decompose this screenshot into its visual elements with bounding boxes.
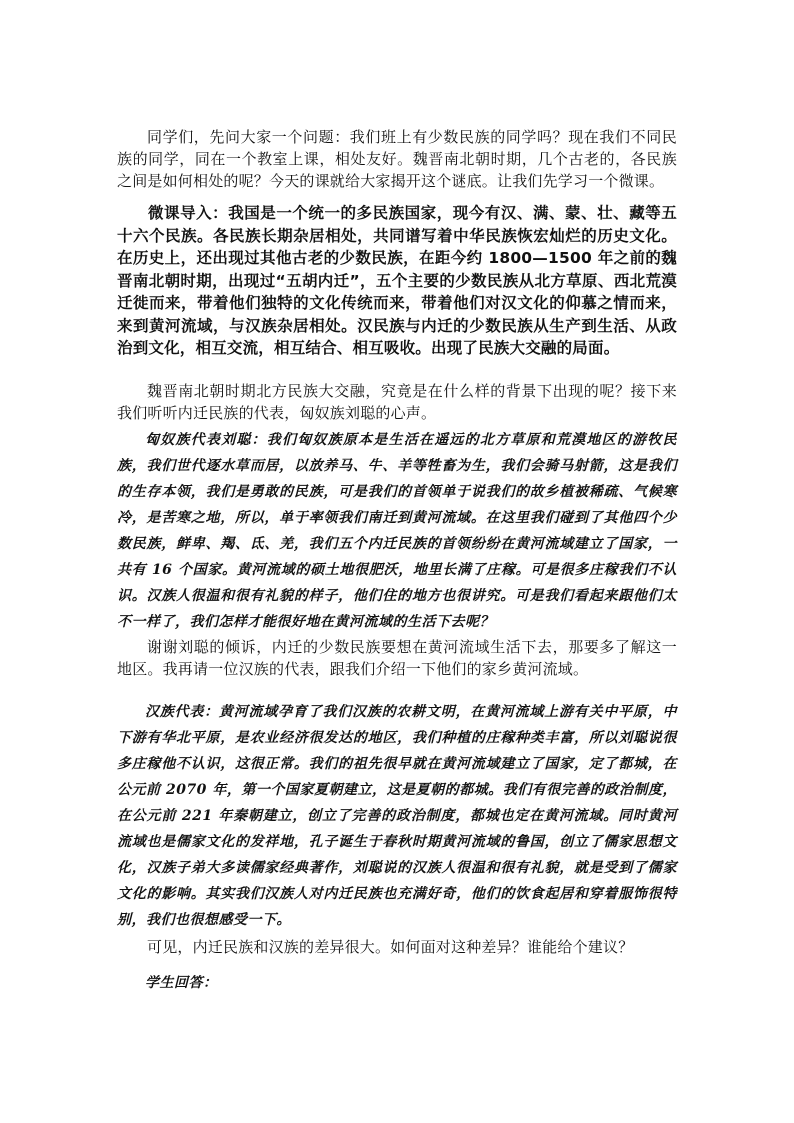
paragraph-han-representative: 汉族代表：黄河流域孕育了我们汉族的农耕文明，在黄河流域上游有关中平原，中下游有华北平原，是农业经济很发达的地区，我们种植的庄稼种类丰富，所以刘聪说很多庄稼他不认识，这很正常。我们的祖先很早就在黄河流域建立了国家，定了都城，在公元前 2070 年，第一个国家夏朝建立，这是夏朝的都城。我们有很完善的政治制度，在公元前 221 年秦朝建立，创立了完善的政治制度，都城也定在黄河流域。同时黄河流域也是儒家文化的发祥地，孔子诞生于春秋时期黄河流域的鲁国，创立了儒家思想文化，汉族子弟大多读儒家经典著作，刘聪说的汉族人很温和很有礼貌，就是受到了儒家文化的影响。其实我们汉族人对内迁民族也充满好奇，他们的饮食起居和穿着服饰很特别，我们也很想感受一下。: [117, 704, 677, 928]
paragraph-student-answer-label: 学生回答：: [145, 975, 218, 991]
paragraph-micro-lesson-intro: 微课导入：我国是一个统一的多民族国家，现今有汉、满、蒙、壮、藏等五十六个民族。各民族长期杂居相处，共同谱写着中华民族恢宏灿烂的历史文化。在历史上，还出现过其他古老的少数民族，在距今约 1800—1500 年之前的魏晋南北朝时期，出现过“五胡内迁”，五个主要的少数民族从北方草原、西北荒漠迁徙而来，带着他们独特的文化传统而来，带着他们对汉文化的仰慕之情而来，来到黄河流域，与汉族杂居相处。汉民族与内迁的少数民族从生产到生活、从政治到文化，相互交流，相互结合、相互吸收。出现了民族大交融的局面。: [117, 204, 677, 357]
paragraph-difference-question: 可见，内迁民族和汉族的差异很大。如何面对这种差异？谁能给个建议？: [147, 938, 634, 956]
paragraph-xiongnu-representative: 匈奴族代表刘聪：我们匈奴族原本是生活在遥远的北方草原和荒漠地区的游牧民族，我们世代逐水草而居，以放养马、牛、羊等牲畜为生，我们会骑马射箭，这是我们的生存本领，我们是勇敢的民族，可是我们的首领单于说我们的故乡植被稀疏、气候寒冷，是苦寒之地，所以，单于率领我们南迁到黄河流域。在这里我们碰到了其他四个少数民族，鲜卑、羯、氐、羌，我们五个内迁民族的首领纷纷在黄河流域建立了国家，一共有 16 个国家。黄河流域的硕土地很肥沃，地里长满了庄稼。可是很多庄稼我们不认识。汉族人很温和很有礼貌的样子，他们住的地方也很讲究。可是我们看起来跟他们太不一样了，我们怎样才能很好地在黄河流域的生活下去呢？: [117, 432, 677, 630]
paragraph-intro-question: 同学们，先问大家一个问题：我们班上有少数民族的同学吗？现在我们不同民族的同学，同在一个教室上课，相处友好。魏晋南北朝时期，几个古老的，各民族之间是如何相处的呢？今天的课就给大家揭开这个谜底。让我们先学习一个微课。: [117, 128, 677, 190]
paragraph-background-question: 魏晋南北朝时期北方民族大交融，究竟是在什么样的背景下出现的呢？接下来我们听听内迁民族的代表，匈奴族刘聪的心声。: [117, 382, 677, 422]
paragraph-thanks-transition: 谢谢刘聪的倾诉，内迁的少数民族要想在黄河流域生活下去，那要多了解这一地区。我再请一位汉族的代表，跟我们介绍一下他们的家乡黄河流域。: [117, 638, 677, 678]
